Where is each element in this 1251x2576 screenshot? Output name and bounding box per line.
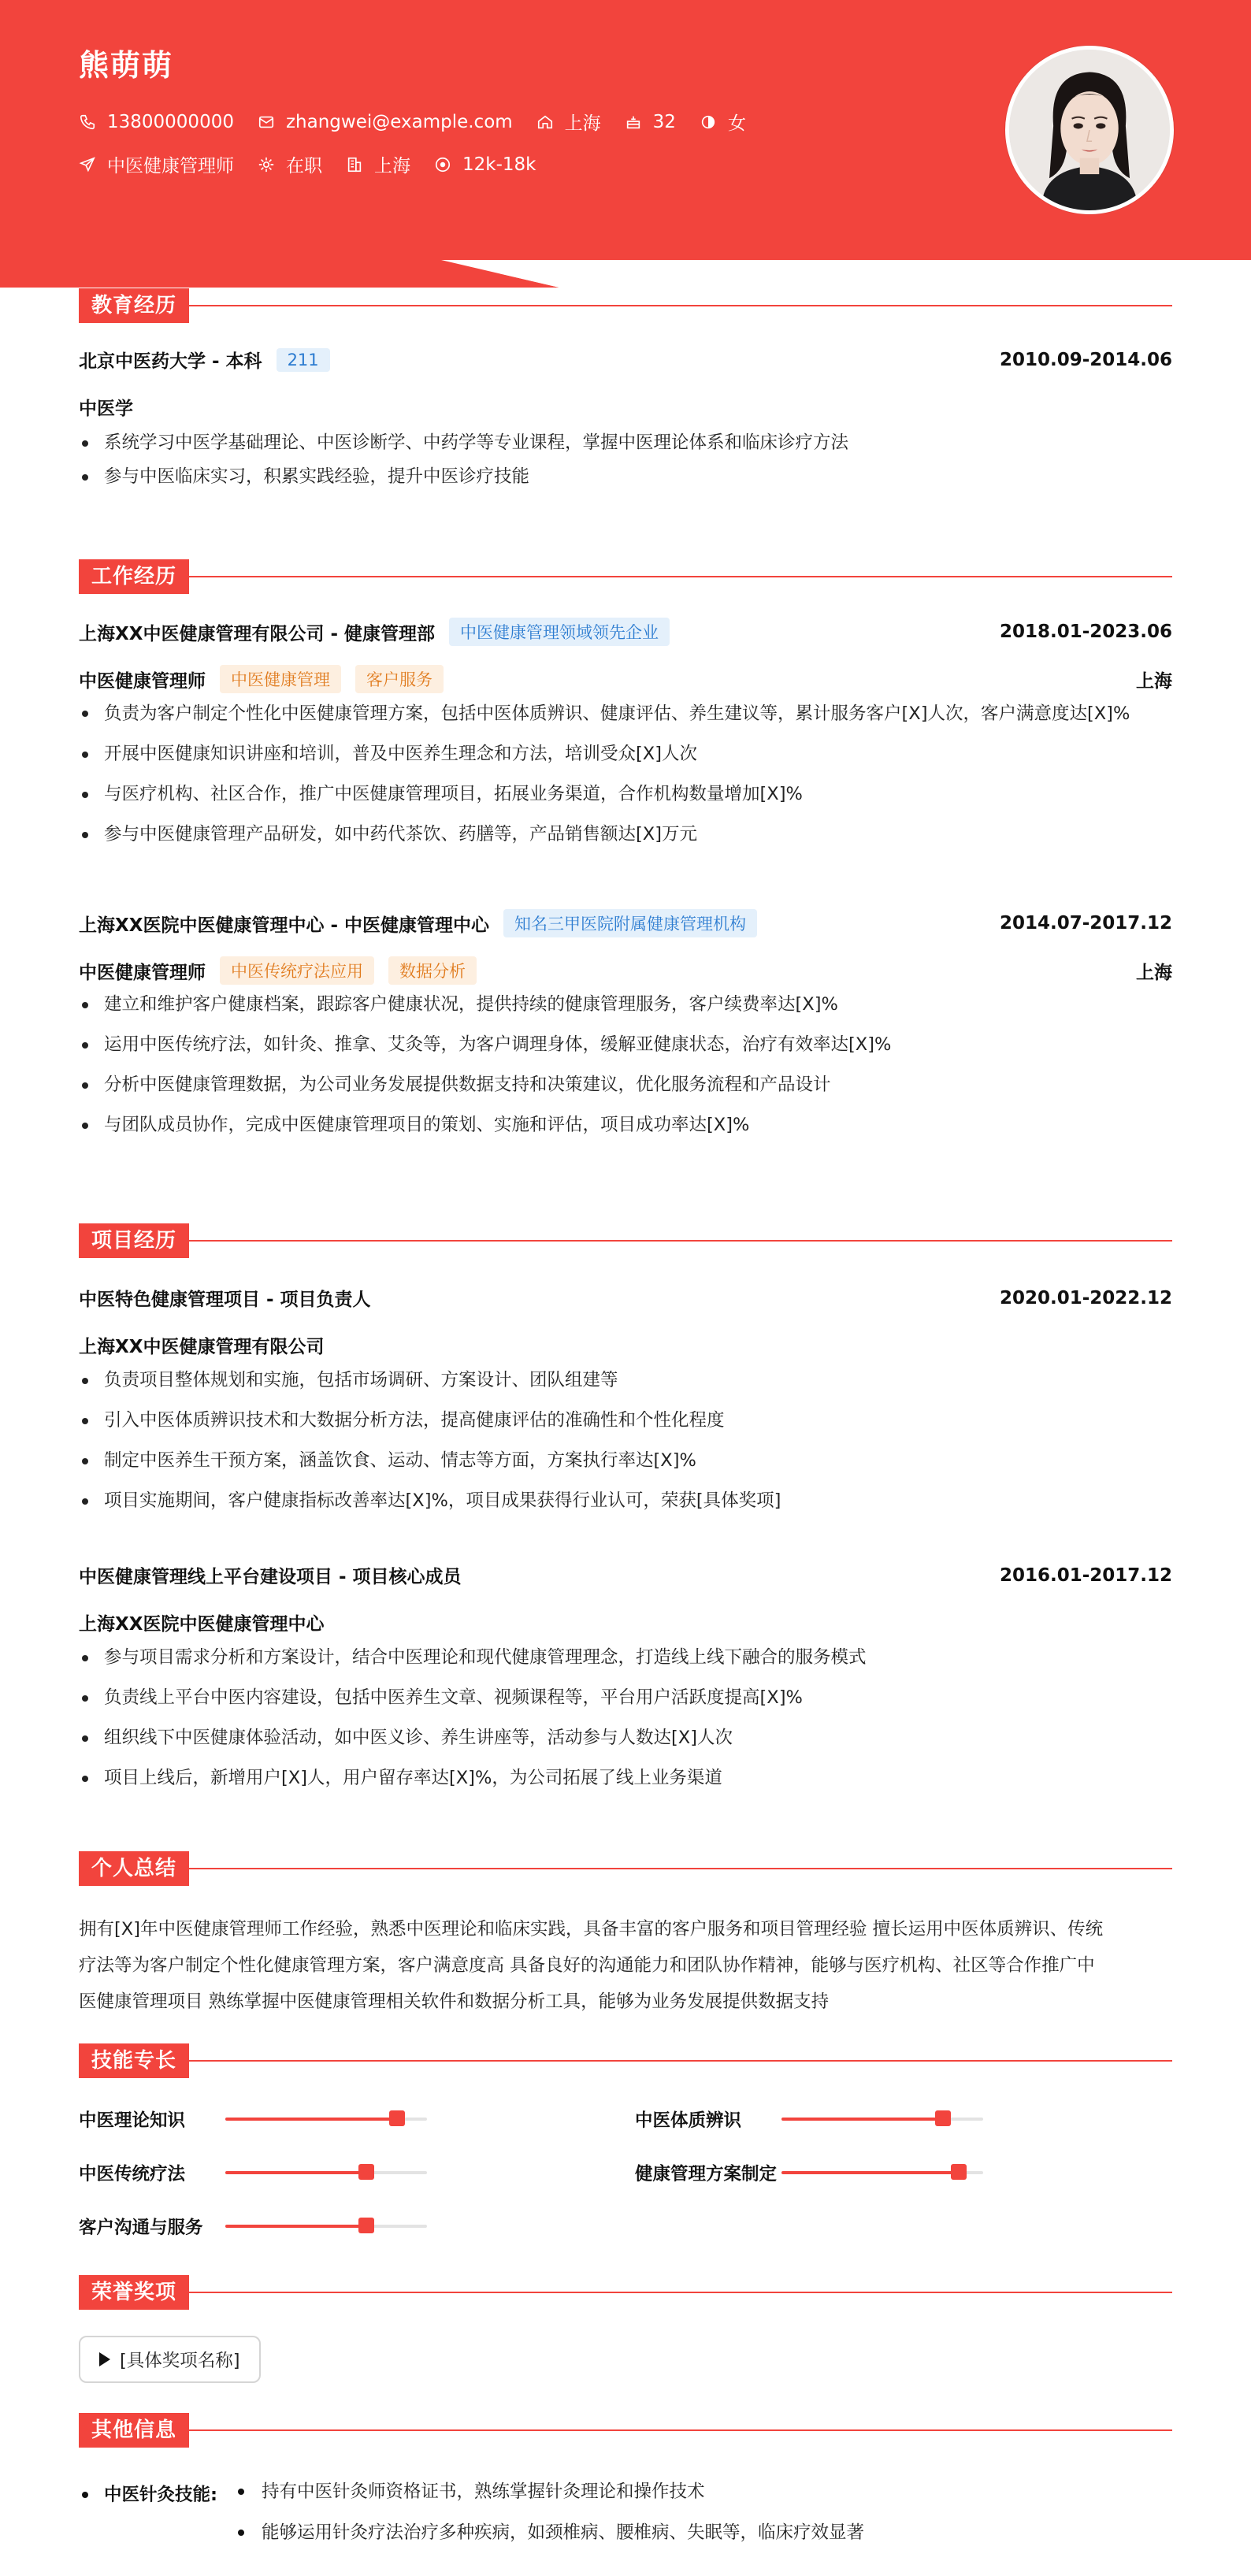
list-item: 负责项目整体规划和实施，包括市场调研、方案设计、团队组建等 <box>79 1364 1172 1397</box>
job-bullets <box>79 988 1172 1142</box>
job-date: 2014.07-2017.12 <box>999 913 1172 934</box>
education-section <box>79 288 1172 525</box>
other-title: 其他信息 <box>79 2413 189 2448</box>
project-org-row <box>79 1609 1172 1635</box>
awards-section <box>79 2275 1172 2393</box>
awards-title-row <box>79 2275 1172 2310</box>
skill-bar-knob <box>951 2164 967 2180</box>
status-text: 在职 <box>286 156 322 176</box>
project-title-row <box>79 1223 1172 1258</box>
list-item: 分析中医健康管理数据，为公司业务发展提供数据支持和决策建议，优化服务流程和产品设计 <box>79 1068 1172 1102</box>
skill-item <box>635 2106 983 2132</box>
mail-icon <box>258 113 275 131</box>
skill-bar <box>781 2118 983 2121</box>
project-date: 2020.01-2022.12 <box>999 1287 1172 1308</box>
work-city-text: 上海 <box>374 156 410 176</box>
skill-bar-knob <box>358 2218 374 2233</box>
education-bullets <box>79 426 1172 494</box>
cake-icon <box>625 113 642 131</box>
job-role-row <box>79 665 1172 693</box>
education-title-row <box>79 288 1172 323</box>
work-section <box>79 559 1172 1190</box>
job-role-row <box>79 956 1172 985</box>
project-bullets <box>79 1364 1172 1518</box>
list-item: 能够运用针灸疗法治疗多种疾病，如颈椎病、腰椎病、失眠等，临床疗效显著 <box>233 2512 864 2553</box>
list-item: 开展中医健康知识讲座和培训，普及中医养生理念和方法，培训受众[X]人次 <box>79 737 1172 771</box>
skill-item <box>79 2106 427 2132</box>
portrait-image <box>1009 50 1170 210</box>
candidate-name: 熊萌萌 <box>79 48 174 83</box>
send-icon <box>79 156 96 173</box>
phone-item <box>79 112 234 132</box>
skill-label: 客户沟通与服务 <box>79 2218 203 2238</box>
salary-item <box>434 154 536 175</box>
gender-text: 女 <box>727 113 746 134</box>
summary-line: 拥有[X]年中医健康管理师工作经验，熟悉中医理论和临床实践，具备丰富的客户服务和项目管理经验 擅长运用中医体质辨识、传统 <box>79 1919 1104 1939</box>
skill-label: 中医体质辨识 <box>635 2110 742 2131</box>
age-item <box>625 112 676 132</box>
gender-icon <box>700 113 717 131</box>
job-header <box>79 618 1172 646</box>
skill-label: 中医传统疗法 <box>79 2164 186 2184</box>
school-tag: 211 <box>277 348 330 372</box>
work-title-row <box>79 559 1172 594</box>
award-item-toggle[interactable] <box>79 2336 261 2383</box>
education-title: 教育经历 <box>79 288 189 323</box>
section-divider <box>79 2429 1172 2431</box>
list-item: 引入中医体质辨识技术和大数据分析方法，提高健康评估的准确性和个性化程度 <box>79 1404 1172 1438</box>
building-icon <box>346 156 363 173</box>
job-row <box>79 151 559 177</box>
company-tag: 中医健康管理领域领先企业 <box>449 618 670 646</box>
summary-line: 疗法等为客户制定个性化健康管理方案，客户满意度高 具备良好的沟通能力和团队协作精神，能够与医疗机构、社区等合作推广中 <box>79 1955 1095 1976</box>
section-divider <box>79 305 1172 306</box>
skill-item <box>79 2214 427 2239</box>
email-item <box>258 112 513 132</box>
skills-section <box>79 2043 1172 2248</box>
gear-icon <box>258 156 275 173</box>
skill-bar <box>225 2225 427 2228</box>
project-section <box>79 1223 1172 1830</box>
gender-item <box>700 109 746 135</box>
play-icon <box>99 2352 110 2366</box>
project-org-row <box>79 1332 1172 1358</box>
list-item: 建立和维护客户健康档案，跟踪客户健康状况，提供持续的健康管理服务，客户续费率达[X]% <box>79 988 1172 1022</box>
skill-bar <box>225 2118 427 2121</box>
award-name: [具体奖项名称] <box>120 2351 240 2371</box>
list-item: 与团队成员协作，完成中医健康管理项目的策划、实施和评估，项目成功率达[X]% <box>79 1108 1172 1142</box>
project-title: 项目经历 <box>79 1223 189 1258</box>
company-tag: 知名三甲医院附属健康管理机构 <box>503 909 757 937</box>
phone-icon <box>79 113 96 131</box>
list-item: 负责线上平台中医内容建设，包括中医养生文章、视频课程等，平台用户活跃度提高[X]% <box>79 1681 1172 1715</box>
project-header <box>79 1285 1172 1311</box>
summary-title: 个人总结 <box>79 1851 189 1886</box>
skill-tag: 中医传统疗法应用 <box>220 956 374 985</box>
awards-title: 荣誉奖项 <box>79 2275 189 2310</box>
list-item: 运用中医传统疗法，如针灸、推拿、艾灸等，为客户调理身体，缓解亚健康状态，治疗有效率达[X]% <box>79 1028 1172 1062</box>
list-item: 系统学习中医学基础理论、中医诊断学、中药学等专业课程，掌握中医理论体系和临床诊疗方法 <box>79 426 1172 460</box>
skill-bar-fill <box>225 2225 366 2228</box>
work-city-item <box>346 151 410 177</box>
skill-item <box>635 2160 983 2185</box>
list-item: 项目上线后，新增用户[X]人，用户留存率达[X]%，为公司拓展了线上业务渠道 <box>79 1761 1172 1795</box>
home-icon <box>536 113 554 131</box>
project-org: 上海XX中医健康管理有限公司 <box>79 1337 325 1357</box>
list-item: 组织线下中医健康体验活动，如中医义诊、养生讲座等，活动参与人数达[X]人次 <box>79 1721 1172 1755</box>
project-org: 上海XX医院中医健康管理中心 <box>79 1614 325 1635</box>
other-key: 中医针灸技能: <box>79 2481 217 2506</box>
salary-text: 12k-18k <box>462 154 536 175</box>
job-item <box>79 151 234 177</box>
list-item: 与医疗机构、社区合作，推广中医健康管理项目，拓展业务渠道，合作机构数量增加[X]% <box>79 778 1172 811</box>
city-item <box>536 109 601 135</box>
list-item: 制定中医养生干预方案，涵盖饮食、运动、情志等方面，方案执行率达[X]% <box>79 1444 1172 1478</box>
summary-text <box>79 1911 1172 2020</box>
project-name: 中医特色健康管理项目 - 项目负责人 <box>79 1290 371 1310</box>
education-date: 2010.09-2014.06 <box>999 349 1172 370</box>
skill-bar-fill <box>225 2118 397 2121</box>
section-divider <box>79 1240 1172 1242</box>
school-name: 北京中医药大学 - 本科 <box>79 351 262 372</box>
summary-title-row <box>79 1851 1172 1886</box>
summary-section <box>79 1851 1172 2025</box>
status-item <box>258 151 322 177</box>
other-section <box>79 2413 1172 2570</box>
avatar <box>1005 46 1174 214</box>
job-bullets <box>79 696 1172 852</box>
skill-label: 中医理论知识 <box>79 2110 186 2131</box>
contact-row <box>79 109 770 135</box>
skills-title-row <box>79 2043 1172 2078</box>
list-item: 负责为客户制定个性化中医健康管理方案，包括中医体质辨识、健康评估、养生建议等，累计服务客户[X]人次，客户满意度达[X]% <box>79 696 1172 731</box>
resume-header <box>0 0 1251 288</box>
list-item: 参与中医临床实习，积累实践经验，提升中医诊疗技能 <box>79 460 1172 494</box>
list-item: 项目实施期间，客户健康指标改善率达[X]%，项目成果获得行业认可，荣获[具体奖项] <box>79 1484 1172 1518</box>
job-header <box>79 909 1172 937</box>
education-header <box>79 347 1172 373</box>
company-name: 上海XX中医健康管理有限公司 - 健康管理部 <box>79 623 436 644</box>
job-role: 中医健康管理师 <box>79 962 206 983</box>
skill-item <box>79 2160 427 2185</box>
summary-line: 医健康管理项目 熟练掌握中医健康管理相关软件和数据分析工具，能够为业务发展提供数据支持 <box>79 1991 830 2012</box>
other-list <box>233 2471 864 2553</box>
skill-bar-fill <box>225 2171 366 2174</box>
phone-text: 13800000000 <box>107 111 234 132</box>
company-name: 上海XX医院中医健康管理中心 - 中医健康管理中心 <box>79 915 490 936</box>
major-row <box>79 394 1172 420</box>
list-item: 持有中医针灸师资格证书，熟练掌握针灸理论和操作技术 <box>233 2471 864 2512</box>
skill-bar <box>781 2171 983 2174</box>
coin-icon <box>434 156 451 173</box>
email-text: zhangwei@example.com <box>285 111 513 132</box>
job-text: 中医健康管理师 <box>107 156 234 176</box>
skill-bar-knob <box>389 2110 405 2126</box>
section-divider <box>79 576 1172 577</box>
project-name: 中医健康管理线上平台建设项目 - 项目核心成员 <box>79 1567 462 1587</box>
project-header <box>79 1562 1172 1588</box>
skills-title: 技能专长 <box>79 2043 189 2078</box>
list-item: 参与中医健康管理产品研发，如中药代茶饮、药膳等，产品销售额达[X]万元 <box>79 818 1172 852</box>
skill-tag: 数据分析 <box>388 956 477 985</box>
skill-bar-knob <box>358 2164 374 2180</box>
section-divider <box>79 1868 1172 1869</box>
section-divider <box>79 2060 1172 2062</box>
job-role: 中医健康管理师 <box>79 670 206 692</box>
skill-bar-knob <box>935 2110 951 2126</box>
age-text: 32 <box>652 111 676 132</box>
other-title-row <box>79 2413 1172 2448</box>
job-location: 上海 <box>1136 962 1172 983</box>
skill-bar-fill <box>781 2118 943 2121</box>
skill-bar <box>225 2171 427 2174</box>
skill-label: 健康管理方案制定 <box>635 2164 778 2184</box>
skill-tag: 客户服务 <box>355 665 444 693</box>
job-date: 2018.01-2023.06 <box>999 622 1172 642</box>
major: 中医学 <box>79 399 133 419</box>
skill-bar-fill <box>781 2171 959 2174</box>
skill-tag: 中医健康管理 <box>220 665 341 693</box>
work-title: 工作经历 <box>79 559 189 594</box>
project-bullets <box>79 1641 1172 1795</box>
list-item: 参与项目需求分析和方案设计，结合中医理论和现代健康管理理念，打造线上线下融合的服务模式 <box>79 1641 1172 1675</box>
project-date: 2016.01-2017.12 <box>999 1565 1172 1586</box>
city-text: 上海 <box>564 113 601 134</box>
job-location: 上海 <box>1136 670 1172 692</box>
section-divider <box>79 2292 1172 2293</box>
